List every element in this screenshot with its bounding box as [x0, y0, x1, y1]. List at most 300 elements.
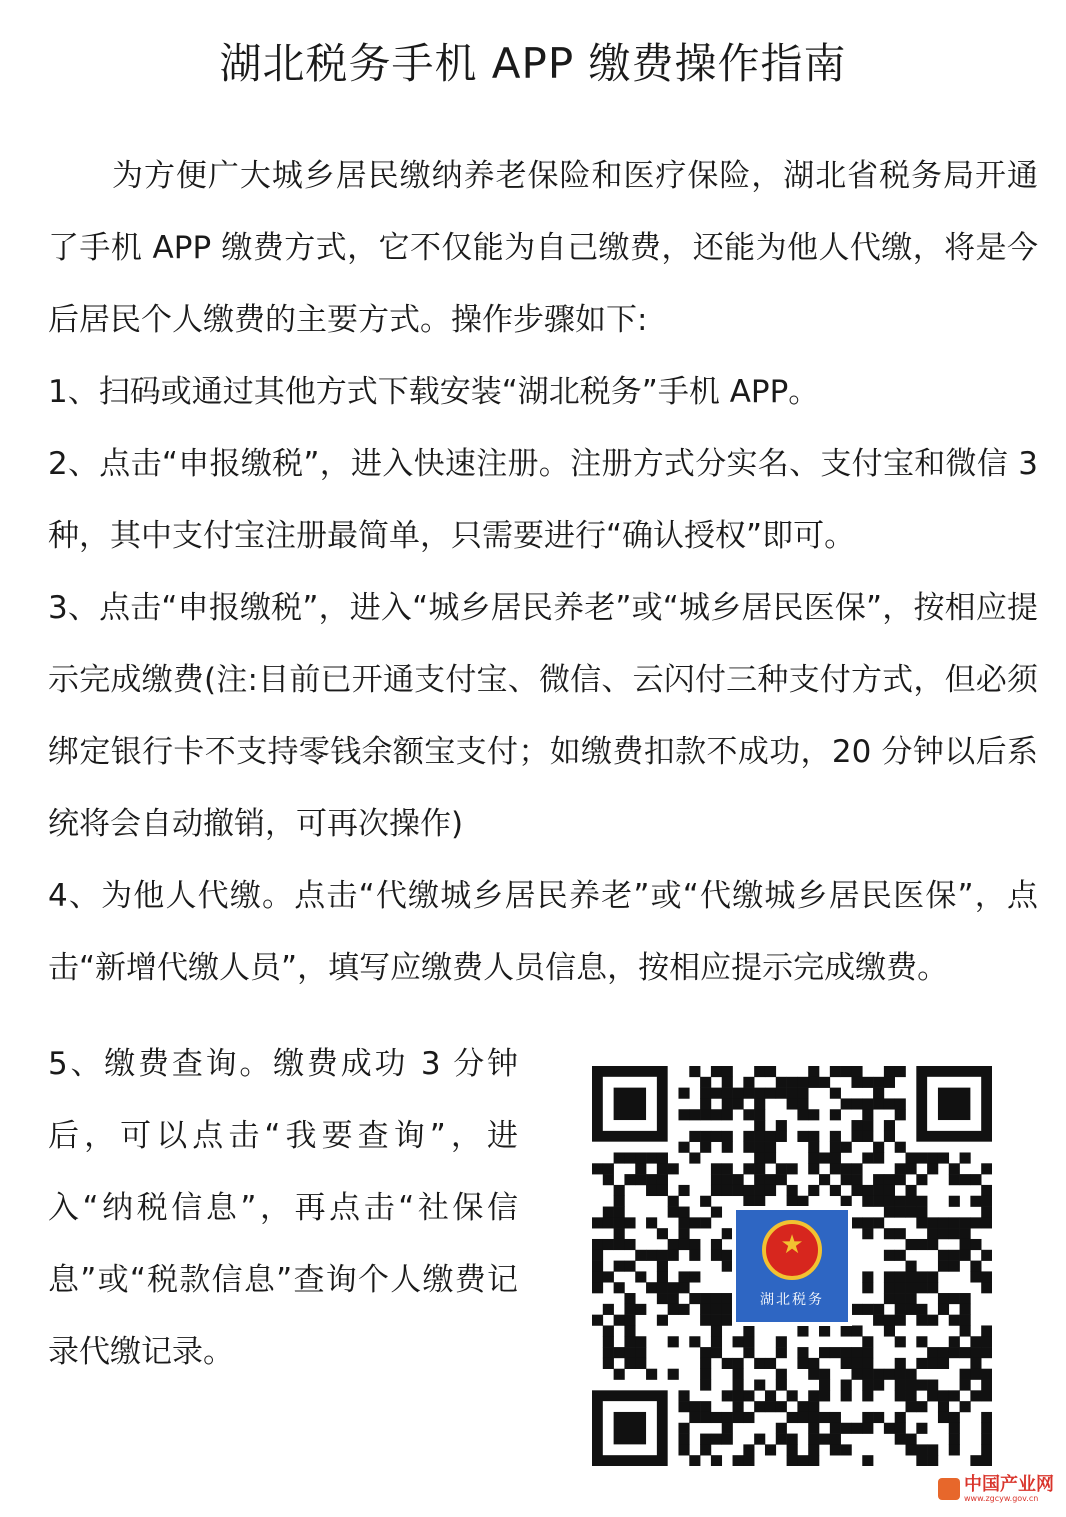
- qr-module: [981, 1369, 992, 1380]
- qr-module: [592, 1261, 603, 1272]
- qr-module: [700, 1369, 711, 1380]
- qr-module: [819, 1174, 830, 1185]
- qr-module: [603, 1239, 614, 1250]
- qr-module: [884, 1066, 895, 1077]
- qr-module: [949, 1174, 960, 1185]
- qr-module: [700, 1088, 711, 1099]
- qr-module: [635, 1250, 646, 1261]
- qr-module: [657, 1250, 668, 1261]
- qr-module: [981, 1282, 992, 1293]
- qr-module: [970, 1336, 981, 1347]
- qr-module: [689, 1455, 700, 1466]
- qr-module: [743, 1390, 754, 1401]
- qr-module: [808, 1185, 819, 1196]
- qr-module: [862, 1271, 873, 1282]
- intro-paragraph: 为方便广大城乡居民缴纳养老保险和医疗保险，湖北省税务局开通了手机 APP 缴费方式，它不仅能为自己缴费，还能为他人代缴，将是今后居民个人缴费的主要方式。操作步骤如下:: [48, 158, 1038, 338]
- qr-module: [592, 1163, 603, 1174]
- qr-module: [668, 1336, 679, 1347]
- qr-module: [862, 1228, 873, 1239]
- qr-module: [700, 1380, 711, 1391]
- qr-module: [689, 1412, 700, 1423]
- qr-module: [711, 1185, 722, 1196]
- qr-module: [787, 1412, 798, 1423]
- qr-module: [689, 1293, 700, 1304]
- qr-module: [657, 1282, 668, 1293]
- qr-module: [657, 1174, 668, 1185]
- qr-module: [862, 1455, 873, 1466]
- qr-module: [819, 1077, 830, 1088]
- qr-module: [981, 1423, 992, 1434]
- qr-module: [938, 1261, 949, 1272]
- qr-module: [895, 1196, 906, 1207]
- qr-module: [949, 1228, 960, 1239]
- qr-module: [743, 1142, 754, 1153]
- qr-module: [927, 1315, 938, 1326]
- qr-module: [624, 1174, 635, 1185]
- qr-module: [981, 1196, 992, 1207]
- qr-module: [808, 1423, 819, 1434]
- qr-module: [614, 1347, 625, 1358]
- qr-module: [873, 1304, 884, 1315]
- qr-module: [873, 1098, 884, 1109]
- qr-module: [841, 1380, 852, 1391]
- qr-module: [830, 1066, 841, 1077]
- qr-module: [884, 1131, 895, 1142]
- qr-module: [927, 1380, 938, 1391]
- qr-module: [949, 1390, 960, 1401]
- qr-module: [614, 1261, 625, 1272]
- qr-module: [830, 1142, 841, 1153]
- qr-module: [851, 1185, 862, 1196]
- qr-module: [765, 1066, 776, 1077]
- qr-module: [862, 1336, 873, 1347]
- qr-module: [797, 1412, 808, 1423]
- qr-module: [808, 1077, 819, 1088]
- qr-module: [960, 1304, 971, 1315]
- qr-module: [657, 1261, 668, 1272]
- qr-module: [916, 1282, 927, 1293]
- qr-module: [722, 1077, 733, 1088]
- qr-module: [711, 1239, 722, 1250]
- app-download-qr-code: [592, 1066, 992, 1466]
- qr-module: [916, 1315, 927, 1326]
- qr-module: [711, 1131, 722, 1142]
- qr-module: [895, 1423, 906, 1434]
- qr-module: [808, 1390, 819, 1401]
- qr-module: [895, 1271, 906, 1282]
- step-4: 4、为他人代缴。点击“代缴城乡居民养老”或“代缴城乡居民医保”，点击“新增代缴人员”，填写应缴费人员信息，按相应提示完成缴费。: [48, 878, 1038, 986]
- qr-module: [895, 1250, 906, 1261]
- qr-module: [733, 1088, 744, 1099]
- qr-module: [862, 1196, 873, 1207]
- qr-module: [938, 1217, 949, 1228]
- qr-module: [981, 1207, 992, 1218]
- step-5: 5、缴费查询。缴费成功 3 分钟后，可以点击“我要查询”，进入“纳税信息”，再点击“社保信息”或“税款信息”查询个人缴费记录代缴记录。: [48, 1046, 518, 1370]
- qr-module: [722, 1185, 733, 1196]
- qr-module: [646, 1282, 657, 1293]
- qr-module: [862, 1109, 873, 1120]
- qr-module: [841, 1358, 852, 1369]
- qr-module: [884, 1315, 895, 1326]
- qr-module: [733, 1455, 744, 1466]
- qr-module: [949, 1434, 960, 1445]
- qr-module: [700, 1098, 711, 1109]
- qr-module: [819, 1347, 830, 1358]
- qr-module: [830, 1434, 841, 1445]
- qr-module: [689, 1239, 700, 1250]
- qr-module: [635, 1174, 646, 1185]
- qr-module: [960, 1401, 971, 1412]
- qr-module: [938, 1152, 949, 1163]
- qr-module: [765, 1131, 776, 1142]
- qr-module: [592, 1217, 603, 1228]
- qr-module: [841, 1174, 852, 1185]
- qr-module: [678, 1271, 689, 1282]
- qr-module: [981, 1444, 992, 1455]
- qr-module: [797, 1401, 808, 1412]
- qr-module: [776, 1336, 787, 1347]
- qr-module: [754, 1098, 765, 1109]
- qr-module: [754, 1434, 765, 1445]
- qr-module: [668, 1369, 679, 1380]
- qr-module: [862, 1304, 873, 1315]
- qr-module: [743, 1444, 754, 1455]
- qr-module: [678, 1434, 689, 1445]
- qr-module: [906, 1152, 917, 1163]
- qr-module: [711, 1163, 722, 1174]
- qr-module: [895, 1358, 906, 1369]
- qr-module: [711, 1066, 722, 1077]
- qr-module: [895, 1098, 906, 1109]
- qr-module: [776, 1347, 787, 1358]
- qr-module: [851, 1131, 862, 1142]
- qr-module: [895, 1109, 906, 1120]
- qr-module: [722, 1131, 733, 1142]
- qr-module: [797, 1088, 808, 1099]
- qr-module: [808, 1066, 819, 1077]
- qr-module: [895, 1163, 906, 1174]
- qr-module: [830, 1412, 841, 1423]
- qr-module: [657, 1315, 668, 1326]
- qr-module: [851, 1120, 862, 1131]
- qr-module: [927, 1163, 938, 1174]
- qr-module: [960, 1239, 971, 1250]
- qr-module: [960, 1152, 971, 1163]
- qr-module: [981, 1185, 992, 1196]
- qr-module: [678, 1239, 689, 1250]
- qr-module: [668, 1196, 679, 1207]
- qr-module: [754, 1174, 765, 1185]
- qr-module: [700, 1358, 711, 1369]
- qr-module: [981, 1217, 992, 1228]
- qr-module: [906, 1293, 917, 1304]
- qr-module: [851, 1098, 862, 1109]
- qr-module: [603, 1217, 614, 1228]
- qr-module: [733, 1401, 744, 1412]
- qr-module: [819, 1434, 830, 1445]
- qr-module: [711, 1336, 722, 1347]
- qr-module: [841, 1163, 852, 1174]
- qr-module: [711, 1455, 722, 1466]
- qr-module: [906, 1196, 917, 1207]
- qr-module: [808, 1152, 819, 1163]
- qr-module: [884, 1185, 895, 1196]
- qr-module: [754, 1142, 765, 1153]
- qr-module: [700, 1347, 711, 1358]
- qr-module: [851, 1077, 862, 1088]
- qr-module: [949, 1196, 960, 1207]
- qr-module: [733, 1380, 744, 1391]
- qr-module: [722, 1163, 733, 1174]
- qr-module: [689, 1109, 700, 1120]
- qr-module: [689, 1401, 700, 1412]
- qr-module: [862, 1120, 873, 1131]
- qr-module: [981, 1250, 992, 1261]
- qr-module: [841, 1098, 852, 1109]
- qr-module: [776, 1369, 787, 1380]
- qr-module: [743, 1336, 754, 1347]
- qr-module: [808, 1358, 819, 1369]
- document-body: [48, 140, 1038, 1004]
- qr-module: [851, 1325, 862, 1336]
- page-title: 湖北税务手机 APP 缴费操作指南: [219, 39, 847, 88]
- qr-module: [981, 1336, 992, 1347]
- qr-module: [646, 1174, 657, 1185]
- qr-module: [916, 1358, 927, 1369]
- qr-module: [884, 1271, 895, 1282]
- qr-module: [592, 1250, 603, 1261]
- qr-module: [884, 1293, 895, 1304]
- qr-module: [646, 1250, 657, 1261]
- qr-module: [808, 1109, 819, 1120]
- qr-module: [862, 1185, 873, 1196]
- qr-module: [754, 1185, 765, 1196]
- qr-module: [678, 1217, 689, 1228]
- qr-module: [808, 1434, 819, 1445]
- qr-module: [916, 1336, 927, 1347]
- qr-module: [981, 1163, 992, 1174]
- qr-module: [678, 1207, 689, 1218]
- qr-module: [668, 1163, 679, 1174]
- qr-module: [938, 1228, 949, 1239]
- qr-module: [711, 1293, 722, 1304]
- qr-module: [830, 1152, 841, 1163]
- qr-module: [722, 1098, 733, 1109]
- qr-module: [776, 1163, 787, 1174]
- qr-module: [906, 1434, 917, 1445]
- qr-module: [711, 1315, 722, 1326]
- qr-module: [614, 1282, 625, 1293]
- qr-module: [916, 1239, 927, 1250]
- qr-module: [678, 1423, 689, 1434]
- qr-module: [624, 1239, 635, 1250]
- qr-module: [614, 1369, 625, 1380]
- qr-module: [895, 1336, 906, 1347]
- qr-module: [830, 1347, 841, 1358]
- qr-module: [884, 1174, 895, 1185]
- qr-module: [906, 1185, 917, 1196]
- qr-module: [927, 1347, 938, 1358]
- qr-module: [603, 1271, 614, 1282]
- qr-module: [916, 1455, 927, 1466]
- qr-module: [743, 1412, 754, 1423]
- qr-module: [938, 1250, 949, 1261]
- qr-module: [668, 1207, 679, 1218]
- qr-module: [722, 1088, 733, 1099]
- qr-module: [884, 1369, 895, 1380]
- qr-module: [711, 1088, 722, 1099]
- qr-module: [970, 1390, 981, 1401]
- qr-module: [754, 1380, 765, 1391]
- qr-module: [819, 1390, 830, 1401]
- qr-module: [743, 1088, 754, 1099]
- qr-module: [754, 1152, 765, 1163]
- qr-module: [787, 1390, 798, 1401]
- qr-module: [592, 1271, 603, 1282]
- qr-module: [981, 1325, 992, 1336]
- qr-module: [960, 1293, 971, 1304]
- qr-module: [830, 1423, 841, 1434]
- qr-module: [614, 1152, 625, 1163]
- qr-module: [787, 1444, 798, 1455]
- qr-module: [711, 1207, 722, 1218]
- qr-module: [635, 1304, 646, 1315]
- qr-module: [862, 1347, 873, 1358]
- qr-module: [711, 1109, 722, 1120]
- qr-module: [614, 1412, 646, 1444]
- qr-module: [733, 1185, 744, 1196]
- qr-module: [624, 1315, 635, 1326]
- qr-module: [895, 1304, 906, 1315]
- qr-module: [916, 1423, 927, 1434]
- qr-module: [916, 1174, 927, 1185]
- qr-module: [895, 1142, 906, 1153]
- qr-module: [916, 1196, 927, 1207]
- qr-module: [787, 1185, 798, 1196]
- qr-module: [916, 1207, 927, 1218]
- qr-module: [765, 1358, 776, 1369]
- qr-module: [689, 1152, 700, 1163]
- qr-module: [851, 1174, 862, 1185]
- qr-module: [841, 1325, 852, 1336]
- qr-module: [841, 1423, 852, 1434]
- qr-module: [906, 1207, 917, 1218]
- qr-module: [635, 1152, 646, 1163]
- qr-module: [733, 1412, 744, 1423]
- qr-module: [743, 1455, 754, 1466]
- qr-module: [938, 1412, 949, 1423]
- qr-module: [895, 1315, 906, 1326]
- qr-module: [960, 1347, 971, 1358]
- watermark-url: www.zgcyw.gov.cn: [964, 1494, 1039, 1503]
- qr-module: [927, 1358, 938, 1369]
- qr-module: [678, 1109, 689, 1120]
- qr-module: [700, 1401, 711, 1412]
- qr-module: [711, 1325, 722, 1336]
- qr-module: [851, 1358, 862, 1369]
- qr-module: [635, 1163, 646, 1174]
- qr-module: [603, 1347, 614, 1358]
- qr-module: [787, 1455, 798, 1466]
- qr-module: [841, 1347, 852, 1358]
- qr-module: [906, 1390, 917, 1401]
- qr-module: [754, 1120, 765, 1131]
- qr-module: [624, 1152, 635, 1163]
- qr-module: [603, 1358, 614, 1369]
- qr-module: [776, 1401, 787, 1412]
- qr-module: [949, 1315, 960, 1326]
- qr-module: [614, 1228, 625, 1239]
- qr-module: [949, 1293, 960, 1304]
- logo-label: 湖北税务: [760, 1292, 824, 1308]
- qr-module: [700, 1077, 711, 1088]
- qr-module: [668, 1239, 679, 1250]
- qr-module: [700, 1131, 711, 1142]
- qr-module: [678, 1390, 689, 1401]
- qr-module: [700, 1293, 711, 1304]
- qr-module: [797, 1077, 808, 1088]
- qr-module: [624, 1325, 635, 1336]
- qr-module: [689, 1217, 700, 1228]
- qr-module: [776, 1077, 787, 1088]
- qr-module: [678, 1444, 689, 1455]
- qr-module: [970, 1217, 981, 1228]
- qr-module: [981, 1271, 992, 1282]
- qr-module: [862, 1390, 873, 1401]
- qr-module: [916, 1217, 927, 1228]
- qr-module: [960, 1315, 971, 1326]
- qr-module: [711, 1434, 722, 1445]
- qr-module: [895, 1369, 906, 1380]
- qr-module: [765, 1390, 776, 1401]
- qr-module: [819, 1380, 830, 1391]
- qr-module: [830, 1131, 841, 1142]
- qr-module: [895, 1207, 906, 1218]
- qr-module: [678, 1282, 689, 1293]
- qr-module: [678, 1185, 689, 1196]
- qr-module: [906, 1271, 917, 1282]
- qr-module: [765, 1174, 776, 1185]
- qr-module: [722, 1174, 733, 1185]
- qr-module: [743, 1163, 754, 1174]
- qr-module: [862, 1131, 873, 1142]
- qr-module: [646, 1152, 657, 1163]
- qr-module: [873, 1185, 884, 1196]
- qr-module: [797, 1358, 808, 1369]
- qr-module: [678, 1401, 689, 1412]
- qr-module: [862, 1217, 873, 1228]
- qr-module: [776, 1120, 787, 1131]
- qr-module: [830, 1444, 841, 1455]
- qr-module: [960, 1217, 971, 1228]
- qr-module: [808, 1412, 819, 1423]
- qr-module: [700, 1304, 711, 1315]
- qr-module: [776, 1174, 787, 1185]
- qr-module: [657, 1271, 668, 1282]
- qr-module: [733, 1369, 744, 1380]
- qr-module: [895, 1390, 906, 1401]
- qr-module: [906, 1369, 917, 1380]
- qr-module: [711, 1347, 722, 1358]
- qr-module: [884, 1282, 895, 1293]
- qr-module: [830, 1163, 841, 1174]
- qr-module: [592, 1282, 603, 1293]
- qr-module: [895, 1066, 906, 1077]
- qr-module: [722, 1423, 733, 1434]
- qr-module: [733, 1390, 744, 1401]
- qr-module: [927, 1444, 938, 1455]
- qr-module: [614, 1196, 625, 1207]
